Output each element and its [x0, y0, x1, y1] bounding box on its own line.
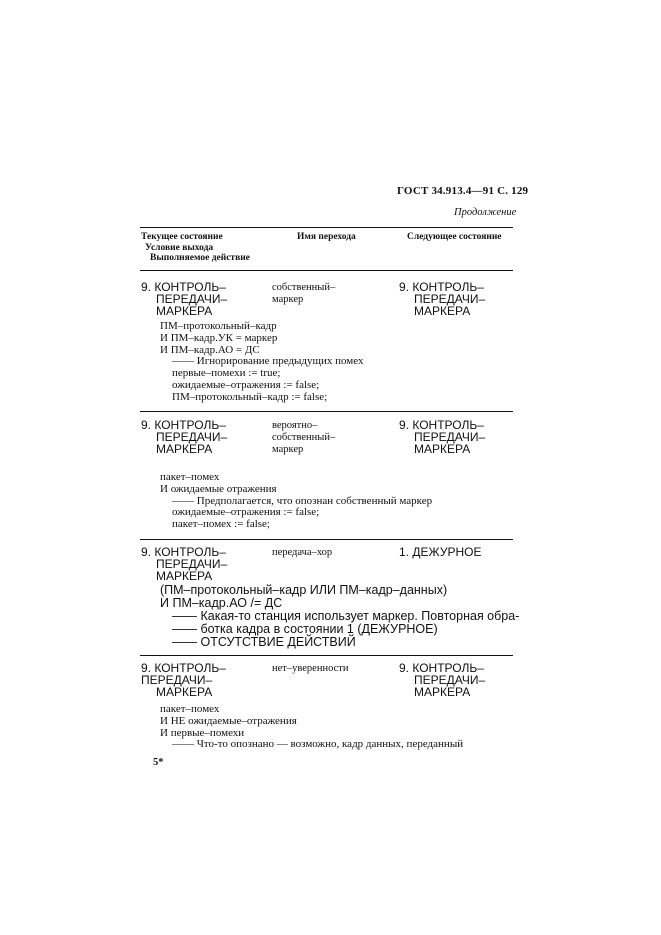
- entry-1-transition: [272, 282, 335, 306]
- state-line: 9. КОНТРОЛЬ–: [399, 418, 484, 432]
- transition-header: Имя перехода: [297, 232, 356, 242]
- condition-line: пакет–помех: [160, 703, 220, 715]
- condition-line: И первые–помехи: [160, 726, 245, 739]
- continued-label: Продолжение: [454, 207, 517, 218]
- transition-line: передача–хор: [272, 547, 333, 558]
- action-header: Выполняемое действие: [150, 253, 250, 263]
- condition-header: Условие выхода: [145, 242, 214, 253]
- comment-line: —— ботка кадра в состоянии 1 (ДЕЖУРНОЕ): [172, 622, 438, 636]
- entry-3-transition: [272, 547, 332, 559]
- entry-2-current-state: [141, 419, 227, 455]
- entry-2-next-state: [399, 419, 485, 455]
- condition-line: И ПМ–кадр.АО /= ДС: [160, 596, 283, 610]
- state-line: 9. КОНТРОЛЬ–: [399, 661, 484, 675]
- action-line: ожидаемые–отражения := false;: [172, 378, 320, 391]
- state-line: 9. КОНТРОЛЬ–: [141, 418, 226, 432]
- entry-3-next-state: [399, 546, 481, 558]
- transition-line: маркер: [272, 294, 304, 305]
- state-line: ПЕРЕДАЧИ–: [414, 673, 486, 687]
- comment-line: —— Игнорирование предыдущих помех: [172, 355, 364, 368]
- entry-4-current-state: [141, 662, 226, 698]
- transition-line: вероятно–: [272, 420, 318, 431]
- next-state-header: Следующее состояние: [407, 232, 502, 242]
- state-line: ПЕРЕДАЧИ–: [156, 430, 228, 444]
- entry-separator-rule: [140, 411, 513, 412]
- column-current-state: [141, 232, 250, 264]
- state-line: ПЕРЕДАЧИ–: [156, 292, 228, 306]
- state-line: 1. ДЕЖУРНОЕ: [399, 545, 482, 559]
- action-line: ПМ–протокольный–кадр := false;: [172, 390, 328, 403]
- condition-line: И ПМ–кадр.УК = маркер: [160, 331, 278, 344]
- state-line: 9. КОНТРОЛЬ–: [141, 545, 226, 559]
- entry-1-body: [160, 321, 364, 404]
- condition-line: пакет–помех: [160, 471, 220, 483]
- state-line: 9. КОНТРОЛЬ–: [141, 280, 226, 294]
- condition-line: И ПМ–кадр.АО = ДС: [160, 343, 260, 356]
- state-line: МАРКЕРА: [414, 685, 471, 699]
- state-line: 9. КОНТРОЛЬ–: [399, 280, 484, 294]
- entry-3-body: [160, 584, 519, 649]
- current-state-header: Текущее состояние: [141, 232, 223, 242]
- condition-line: И НЕ ожидаемые–отражения: [160, 714, 297, 727]
- comment-line: —— Предполагается, что опознан собственный маркер: [172, 494, 433, 507]
- state-line: МАРКЕРА: [156, 442, 213, 456]
- state-line: ПЕРЕДАЧИ–: [414, 292, 486, 306]
- entry-3-current-state: [141, 546, 227, 582]
- action-line: первые–помехи := true;: [172, 367, 281, 380]
- comment-line: —— Какая-то станция использует маркер. Повторная обра-: [172, 609, 520, 623]
- condition-line: ПМ–протокольный–кадр: [160, 320, 277, 332]
- entry-separator-rule: [140, 655, 513, 656]
- entry-4-transition: [272, 663, 348, 675]
- condition-line: И ожидаемые отражения: [160, 482, 277, 495]
- page-code: ГОСТ 34.913.4—91 С. 129: [397, 185, 529, 197]
- entry-separator-rule: [140, 539, 513, 540]
- state-line: МАРКЕРА: [156, 304, 213, 318]
- header-bottom-rule: [140, 270, 513, 271]
- transition-line: собственный–: [272, 282, 336, 293]
- entry-2-body: [160, 472, 432, 531]
- entry-1-next-state: [399, 281, 485, 317]
- state-line: ПЕРЕДАЧИ–: [414, 430, 486, 444]
- state-line: МАРКЕРА: [414, 442, 471, 456]
- entry-2-transition: [272, 420, 335, 456]
- transition-line: нет–уверенности: [272, 663, 349, 674]
- comment-line: —— Что-то опознано — возможно, кадр данных, переданный: [172, 738, 464, 751]
- entry-4-next-state: [399, 662, 485, 698]
- condition-line: (ПМ–протокольный–кадр ИЛИ ПМ–кадр–данных): [160, 583, 448, 597]
- entry-4-body: [160, 704, 463, 751]
- state-line: МАРКЕРА: [156, 569, 213, 583]
- entry-1-current-state: [141, 281, 227, 317]
- state-line: 9. КОНТРОЛЬ–: [141, 661, 226, 675]
- state-line: МАРКЕРА: [414, 304, 471, 318]
- action-line: пакет–помех := false;: [172, 518, 270, 531]
- action-line: ожидаемые–отражения := false;: [172, 506, 320, 519]
- state-line: ПЕРЕДАЧИ–: [141, 673, 213, 687]
- state-line: МАРКЕРА: [156, 685, 213, 699]
- state-line: ПЕРЕДАЧИ–: [156, 557, 228, 571]
- header-top-rule: [140, 227, 513, 228]
- page-footnote: 5*: [153, 757, 164, 768]
- comment-line: —— ОТСУТСТВИЕ ДЕЙСТВИЙ: [172, 635, 356, 649]
- transition-line: собственный–: [272, 432, 336, 443]
- transition-line: маркер: [272, 444, 304, 455]
